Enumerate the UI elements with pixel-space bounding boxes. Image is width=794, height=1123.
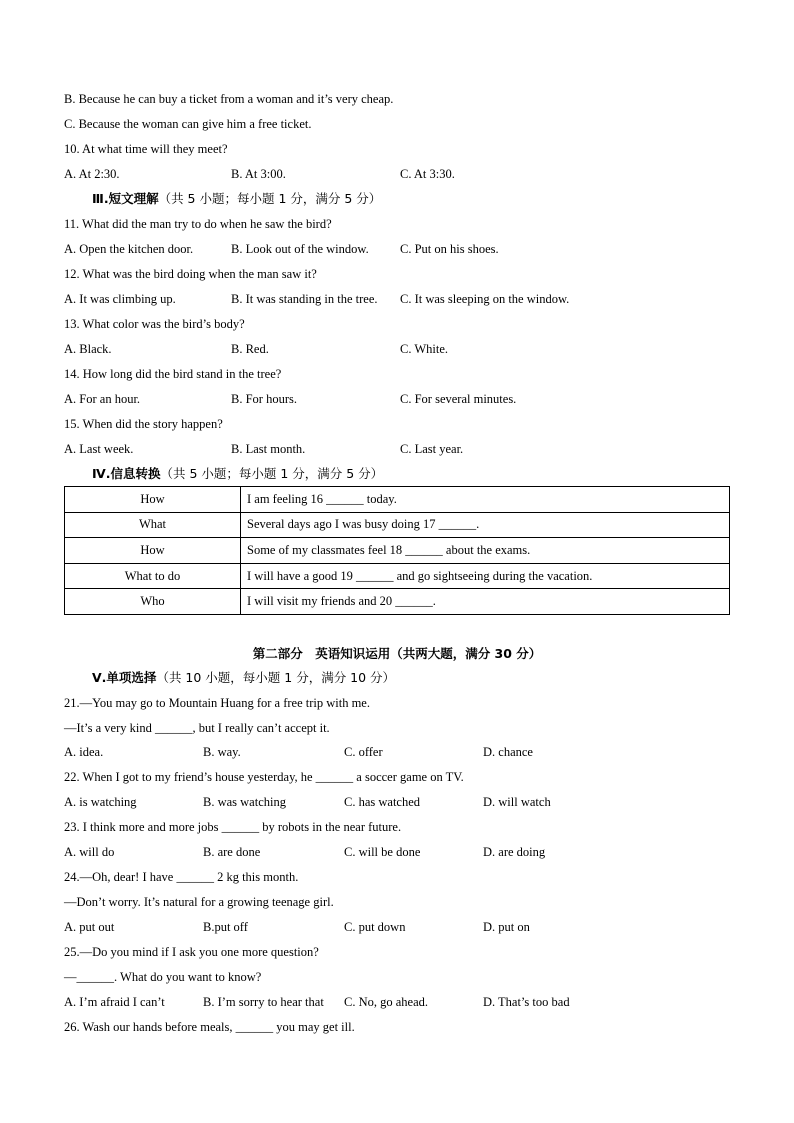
table-row [65, 512, 730, 538]
option-a: A. will do [64, 845, 115, 859]
option-d: D. chance [483, 745, 533, 759]
row-value: Several days ago I was busy doing 17 ______. [241, 512, 730, 538]
q10-question: 10. At what time will they meet? [64, 142, 228, 156]
row-key: How [65, 487, 241, 513]
option-a: A. is watching [64, 795, 137, 809]
option-b: B. Look out of the window. [231, 242, 369, 256]
option-b: B.put off [203, 920, 248, 934]
q23-question: 23. I think more and more jobs ______ by robots in the near future. [64, 820, 402, 834]
row-value: I am feeling 16 ______ today. [241, 487, 730, 513]
q21-line-1: 21.—You may go to Mountain Huang for a free trip with me. [64, 696, 370, 710]
info-transfer-table [64, 486, 730, 615]
section-5-heading [92, 669, 395, 687]
option-c: C. will be done [344, 845, 421, 859]
option-c: C. offer [344, 745, 383, 759]
option-a: A. put out [64, 920, 115, 934]
q15-question: 15. When did the story happen? [64, 417, 223, 431]
option-a: A. Open the kitchen door. [64, 242, 194, 256]
option-a: A. Black. [64, 342, 112, 356]
q21-line-2: —It’s a very kind ______, but I really can’t accept it. [64, 721, 330, 735]
option-b: B. It was standing in the tree. [231, 292, 378, 306]
section-3-note: （共 5 小题；每小题 1 分，满分 5 分） [158, 191, 382, 206]
option-c: C. White. [400, 342, 449, 356]
table-row [65, 563, 730, 589]
option-b: B. Red. [231, 342, 269, 356]
option-c: C. At 3:30. [400, 167, 455, 181]
row-key: What to do [65, 563, 241, 589]
option-a: A. At 2:30. [64, 167, 120, 181]
option-b: B. Last month. [231, 442, 306, 456]
option-a: A. For an hour. [64, 392, 141, 406]
q24-line-2: —Don’t worry. It’s natural for a growing teenage girl. [64, 895, 334, 909]
option-c: C. It was sleeping on the window. [400, 292, 570, 306]
option-c: C. has watched [344, 795, 421, 809]
q25-line-1: 25.—Do you mind if I ask you one more question? [64, 945, 319, 959]
q22-question: 22. When I got to my friend’s house yesterday, he ______ a soccer game on TV. [64, 770, 464, 784]
part-2-title: 第二部分 英语知识运用（共两大题，满分 30 分） [252, 646, 542, 661]
table-row [65, 487, 730, 513]
option-c: C. Put on his shoes. [400, 242, 499, 256]
q9-option-b: B. Because he can buy a ticket from a woman and it’s very cheap. [64, 92, 394, 106]
q24-line-1: 24.—Oh, dear! I have ______ 2 kg this month. [64, 870, 299, 884]
q14-question: 14. How long did the bird stand in the tree? [64, 367, 282, 381]
option-b: B. way. [203, 745, 241, 759]
row-key: Who [65, 589, 241, 615]
option-a: A. It was climbing up. [64, 292, 176, 306]
section-3-heading [92, 190, 381, 208]
option-b: B. are done [203, 845, 261, 859]
option-c: C. No, go ahead. [344, 995, 429, 1009]
option-d: D. put on [483, 920, 530, 934]
q26-question: 26. Wash our hands before meals, ______ you may get ill. [64, 1020, 355, 1034]
option-b: B. was watching [203, 795, 286, 809]
option-d: D. will watch [483, 795, 551, 809]
option-a: A. I’m afraid I can’t [64, 995, 165, 1009]
option-c: C. put down [344, 920, 406, 934]
row-key: How [65, 538, 241, 564]
option-d: D. That’s too bad [483, 995, 570, 1009]
section-5-title: Ⅴ.单项选择 [92, 670, 157, 685]
row-value: I will visit my friends and 20 ______. [241, 589, 730, 615]
option-b: B. I’m sorry to hear that [203, 995, 324, 1009]
option-b: B. For hours. [231, 392, 297, 406]
row-value: Some of my classmates feel 18 ______ about the exams. [241, 538, 730, 564]
q13-question: 13. What color was the bird’s body? [64, 317, 245, 331]
option-c: C. For several minutes. [400, 392, 517, 406]
section-4-heading [92, 465, 383, 483]
option-b: B. At 3:00. [231, 167, 286, 181]
option-c: C. Last year. [400, 442, 464, 456]
section-3-title: Ⅲ.短文理解 [92, 191, 159, 206]
q11-question: 11. What did the man try to do when he saw the bird? [64, 217, 332, 231]
q25-line-2: —______. What do you want to know? [64, 970, 262, 984]
row-key: What [65, 512, 241, 538]
section-4-note: （共 5 小题；每小题 1 分，满分 5 分） [160, 466, 384, 481]
table-row [65, 538, 730, 564]
row-value: I will have a good 19 ______ and go sightseeing during the vacation. [241, 563, 730, 589]
option-d: D. are doing [483, 845, 546, 859]
section-4-title: Ⅳ.信息转换 [92, 466, 161, 481]
q12-question: 12. What was the bird doing when the man saw it? [64, 267, 317, 281]
table-row [65, 589, 730, 615]
q9-option-c: C. Because the woman can give him a free ticket. [64, 117, 312, 131]
option-a: A. idea. [64, 745, 104, 759]
option-a: A. Last week. [64, 442, 134, 456]
section-5-note: （共 10 小题，每小题 1 分，满分 10 分） [156, 670, 396, 685]
